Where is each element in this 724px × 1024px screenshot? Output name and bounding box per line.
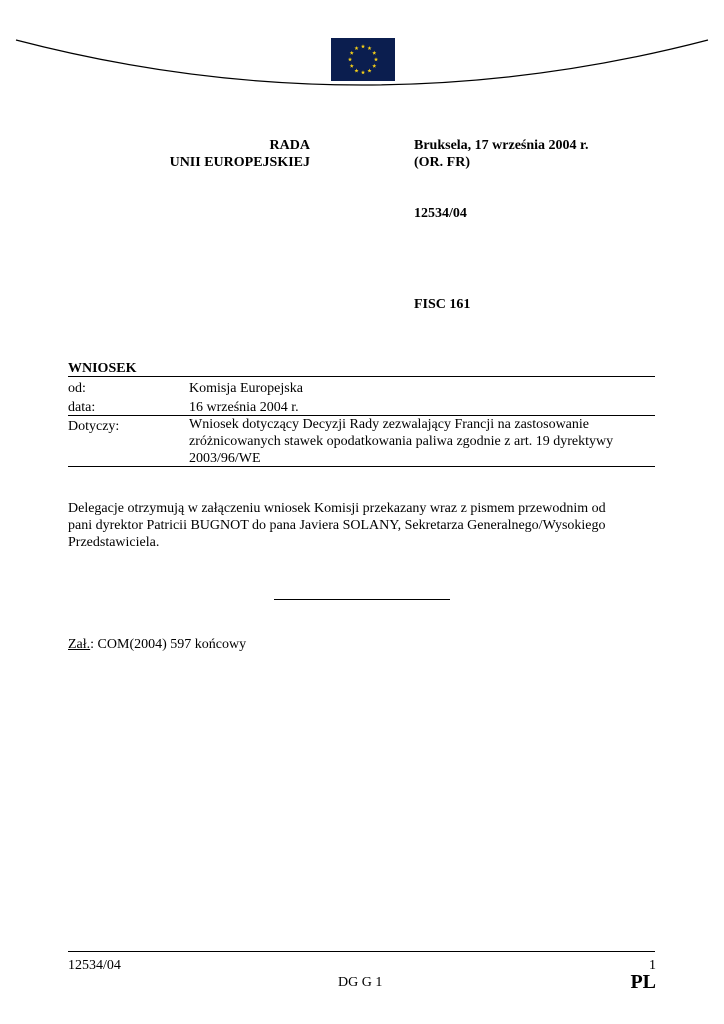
row-subject-value: [189, 416, 659, 467]
subject-line-2: zróżnicowanych stawek opodatkowania paliwa zgodnie z art. 19 dyrektywy: [189, 434, 614, 449]
row-from-label: od:: [68, 381, 86, 396]
attachment-line: [68, 636, 246, 653]
row-date-label: data:: [68, 400, 96, 415]
row-from-value: Komisja Europejska: [189, 381, 303, 396]
footer-doc-number: 12534/04: [68, 958, 121, 973]
subject-line-3: 2003/96/WE: [189, 451, 261, 466]
row-date-value: 16 września 2004 r.: [189, 400, 299, 415]
subject-line-1: Wniosek dotyczący Decyzji Rady zezwalający Francji na zastosowanie: [189, 417, 589, 432]
attachment-label: Zał.: [68, 637, 91, 652]
footer-language-code: PL: [630, 971, 656, 993]
council-line-1: RADA: [269, 138, 310, 153]
council-line-2: UNII EUROPEJSKIEJ: [169, 155, 310, 170]
place-date: Bruksela, 17 września 2004 r.: [414, 138, 589, 153]
row-subject-label: Dotyczy:: [68, 419, 120, 434]
body-line-2: pani dyrektor Patricii BUGNOT do pana Javiera SOLANY, Sekretarza Generalnego/Wysokiego: [68, 518, 606, 533]
separator-line: [274, 599, 450, 600]
body-line-3: Przedstawiciela.: [68, 535, 160, 550]
attachment-separator: :: [90, 637, 95, 652]
attachment-value: COM(2004) 597 końcowy: [94, 637, 247, 652]
classification-code: FISC 161: [414, 297, 471, 312]
body-line-1: Delegacje otrzymują w załączeniu wniosek Komisji przekazany wraz z pismem przewodnim od: [68, 501, 606, 516]
council-name: [150, 137, 310, 171]
original-language: (OR. FR): [414, 155, 470, 170]
table-top-rule: [68, 376, 655, 377]
table-bottom-rule: [68, 466, 655, 467]
place-date-block: [414, 137, 588, 171]
body-paragraph: [68, 500, 658, 551]
footer-rule: [68, 951, 655, 952]
footer-directorate: DG G 1: [338, 975, 383, 990]
document-number: 12534/04: [414, 206, 467, 221]
eu-flag-icon: [331, 38, 395, 81]
footer-page-number: 1: [649, 958, 656, 973]
note-type-heading: WNIOSEK: [68, 361, 137, 376]
